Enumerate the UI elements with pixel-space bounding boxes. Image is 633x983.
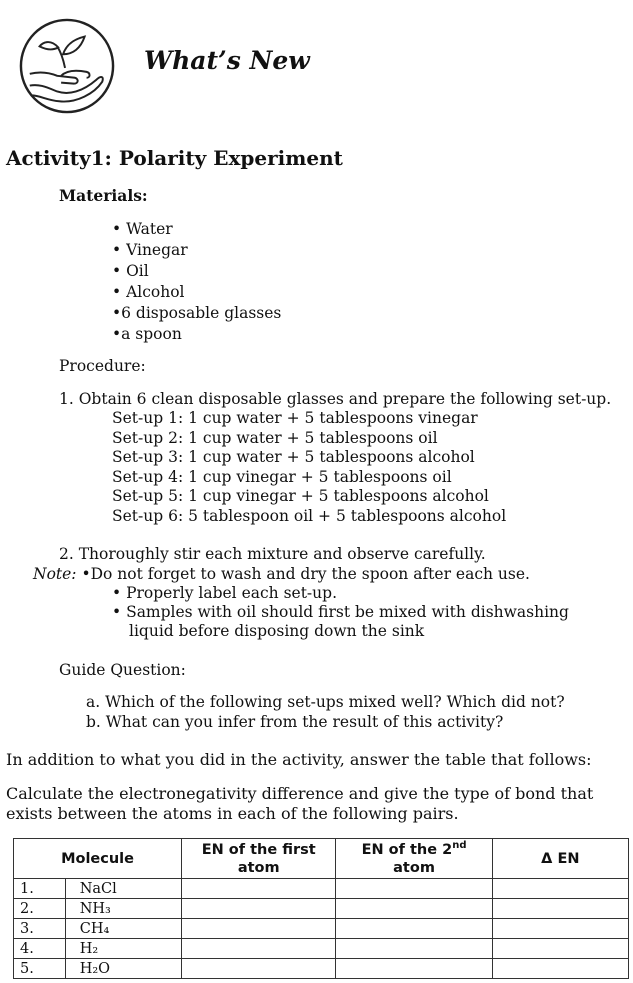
row-number: 5.: [14, 959, 66, 979]
molecule-cell: NH₃: [65, 899, 181, 919]
guide-question-label: Guide Question:: [59, 661, 186, 679]
setup-item: Set-up 6: 5 tablespoon oil + 5 tablespoons alcohol: [112, 506, 507, 525]
row-number: 3.: [14, 919, 66, 939]
table-row: [14, 939, 629, 959]
note-item: • Samples with oil should first be mixed with dishwashing: [112, 603, 569, 621]
material-item: •6 disposable glasses: [112, 304, 282, 322]
instruction-intro: In addition to what you did in the activity, answer the table that follows:: [6, 750, 592, 769]
electronegativity-table: [13, 838, 629, 979]
header-en-second: [336, 839, 492, 879]
en-second-cell[interactable]: [336, 919, 492, 939]
table-row: [14, 919, 629, 939]
molecule-cell: NaCl: [65, 879, 181, 899]
procedure-step-1: 1. Obtain 6 clean disposable glasses and prepare the following set-up.: [59, 390, 612, 408]
setup-item: Set-up 5: 1 cup vinegar + 5 tablespoons alcohol: [112, 487, 489, 505]
en-second-cell[interactable]: [336, 959, 492, 979]
procedure-step-2: 2. Thoroughly stir each mixture and observe carefully.: [59, 545, 486, 563]
delta-en-cell[interactable]: [492, 959, 628, 979]
guide-question-b: b. What can you infer from the result of this activity?: [86, 713, 504, 731]
section-heading: What’s New: [144, 46, 310, 75]
header-en-second-sup: nd: [452, 839, 467, 851]
table-header-row: [14, 839, 629, 879]
note-label: Note:: [33, 565, 77, 583]
delta-en-cell[interactable]: [492, 939, 628, 959]
header-en-second-text: EN of the 2: [361, 841, 453, 858]
row-number: 4.: [14, 939, 66, 959]
procedure-label: Procedure:: [59, 357, 146, 375]
delta-en-cell[interactable]: [492, 879, 628, 899]
table-row: [14, 959, 629, 979]
table-row: [14, 879, 629, 899]
delta-en-cell[interactable]: [492, 899, 628, 919]
setup-item: Set-up 2: 1 cup water + 5 tablespoons oil: [112, 428, 438, 447]
note-item-continued: liquid before disposing down the sink: [129, 622, 425, 640]
material-item: •a spoon: [112, 325, 182, 343]
note-item: •Do not forget to wash and dry the spoon after each use.: [81, 565, 530, 583]
en-first-cell[interactable]: [182, 959, 336, 979]
materials-list: [112, 219, 281, 345]
en-first-cell[interactable]: [182, 939, 336, 959]
en-first-cell[interactable]: [182, 899, 336, 919]
material-item: • Alcohol: [112, 283, 185, 301]
guide-question-a: a. Which of the following set-ups mixed well? Which did not?: [86, 693, 565, 711]
material-item: • Oil: [112, 262, 149, 280]
table-row: [14, 899, 629, 919]
en-second-cell[interactable]: [336, 939, 492, 959]
materials-label: Materials:: [59, 186, 148, 205]
en-first-cell[interactable]: [182, 919, 336, 939]
note: [33, 565, 530, 585]
row-number: 2.: [14, 899, 66, 919]
header-molecule: Molecule: [14, 839, 182, 879]
setup-item: Set-up 1: 1 cup water + 5 tablespoons vinegar: [112, 409, 478, 427]
setup-item: Set-up 3: 1 cup water + 5 tablespoons alcohol: [112, 448, 475, 466]
row-number: 1.: [14, 879, 66, 899]
material-item: • Vinegar: [112, 241, 188, 259]
en-second-cell[interactable]: [336, 879, 492, 899]
instruction-task: Calculate the electronegativity difference and give the type of bond that exists between the atoms in each of the following pairs.: [6, 784, 594, 823]
setup-item: Set-up 4: 1 cup vinegar + 5 tablespoons oil: [112, 467, 452, 486]
en-first-cell[interactable]: [182, 879, 336, 899]
header-delta-en: Δ EN: [492, 839, 628, 879]
molecule-cell: H₂O: [65, 959, 181, 979]
material-item: • Water: [112, 220, 173, 238]
molecule-cell: CH₄: [65, 919, 181, 939]
activity-title: Activity1: Polarity Experiment: [6, 146, 343, 170]
en-second-cell[interactable]: [336, 899, 492, 919]
setup-list: [112, 409, 506, 526]
hands-plant-icon: [18, 17, 116, 115]
delta-en-cell[interactable]: [492, 919, 628, 939]
header-en-first: EN of the first atom: [182, 839, 336, 879]
note-item: • Properly label each set-up.: [112, 584, 337, 602]
header-en-second-atom: atom: [393, 859, 435, 876]
molecule-cell: H₂: [65, 939, 181, 959]
